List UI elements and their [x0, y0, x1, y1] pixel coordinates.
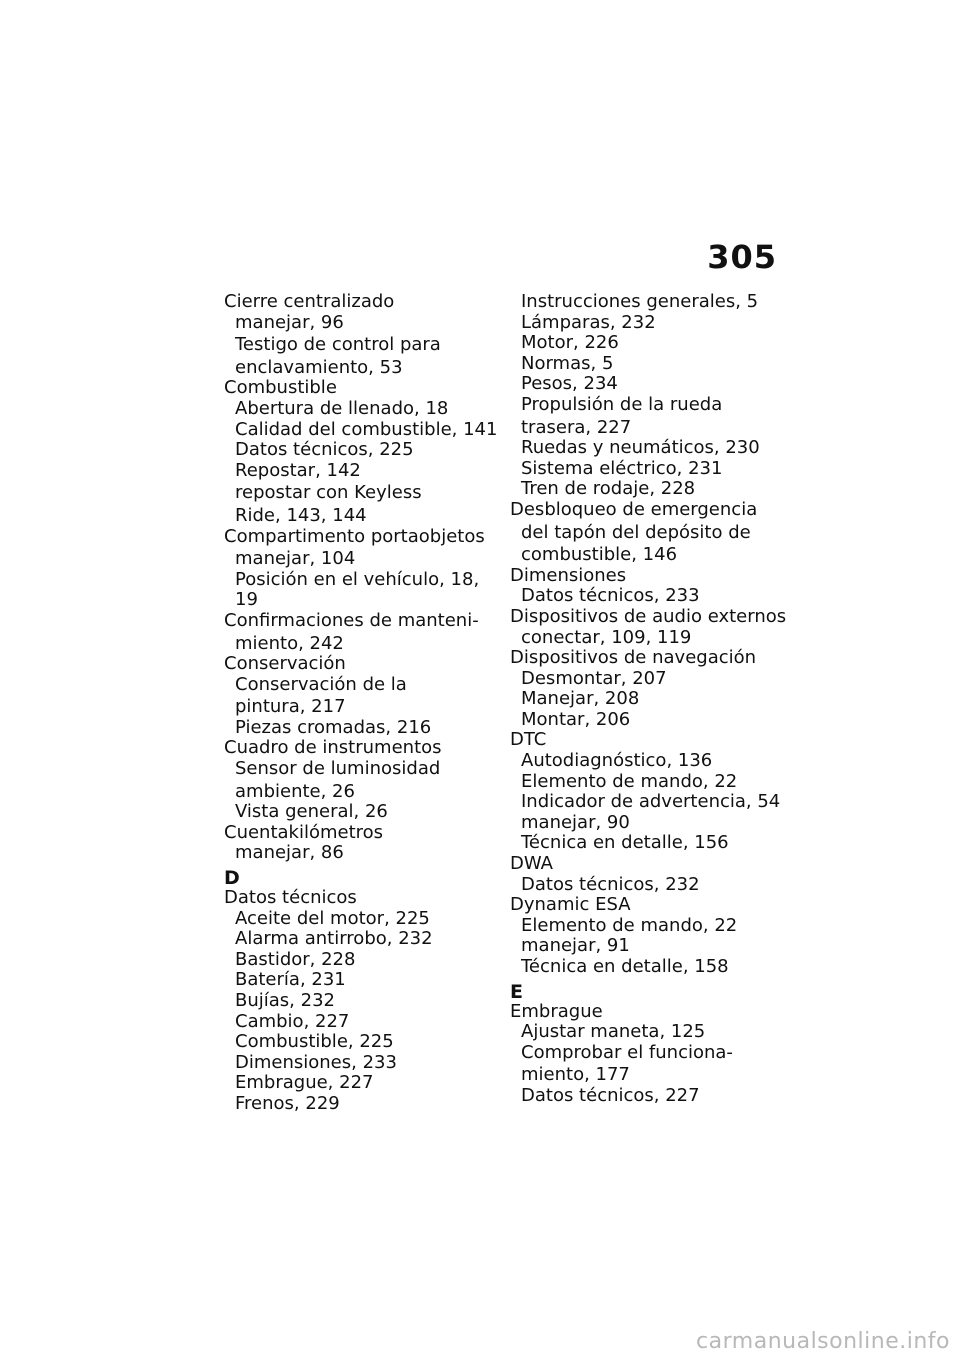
index-subentry: conectar, 109, 119: [521, 626, 692, 648]
index-entry: Cuentakilómetros: [224, 821, 384, 843]
index-subentry: miento, 242: [235, 632, 344, 654]
index-subentry: Técnica en detalle, 156: [521, 832, 729, 854]
index-section-letter: E: [510, 980, 523, 1003]
index-column-left: [224, 291, 498, 1115]
index-subentry: Conservación de la: [235, 673, 407, 695]
index-subentry: Pesos, 234: [521, 373, 618, 395]
index-subentry: Instrucciones generales, 5: [521, 291, 759, 312]
index-subentry: Testigo de control para: [235, 334, 441, 356]
index-subentry: Manejar, 208: [521, 688, 640, 710]
index-subentry: del tapón del depósito de: [521, 521, 751, 543]
watermark-text: carmanualsonline.info: [696, 1329, 950, 1354]
index-subentry: Batería, 231: [235, 969, 346, 991]
index-subentry: Elemento de mando, 22: [521, 914, 738, 936]
index-subentry: Embrague, 227: [235, 1072, 374, 1094]
index-subentry: Bujías, 232: [235, 990, 335, 1011]
index-entry: Conservación: [224, 653, 346, 675]
index-entry: Dispositivos de audio externos: [510, 605, 787, 627]
index-subentry: Cambio, 227: [235, 1010, 350, 1032]
index-subentry: Tren de rodaje, 228: [521, 478, 696, 500]
index-entry: Dynamic ESA: [510, 894, 631, 916]
index-subentry: manejar, 90: [521, 811, 630, 833]
index-subentry: Normas, 5: [521, 352, 614, 374]
index-subentry: Datos técnicos, 233: [521, 585, 700, 607]
index-subentry: manejar, 96: [235, 311, 344, 333]
index-subentry: Bastidor, 228: [235, 948, 356, 970]
index-subentry: combustible, 146: [521, 544, 678, 566]
index-subentry: Lámparas, 232: [521, 311, 656, 333]
index-entry: Confirmaciones de manteni-: [224, 609, 479, 631]
index-subentry: manejar, 86: [235, 842, 344, 864]
index-subentry: Posición en el vehículo, 18,: [235, 568, 480, 590]
index-subentry: Propulsión de la rueda: [521, 393, 723, 415]
index-entry: Combustible: [224, 377, 337, 399]
index-subentry: trasera, 227: [521, 416, 632, 438]
index-entry: Compartimento portaobjetos: [224, 525, 485, 547]
index-subentry: Comprobar el funciona-: [521, 1041, 733, 1063]
index-subentry: Elemento de mando, 22: [521, 770, 738, 792]
index-subentry: Repostar, 142: [235, 459, 361, 481]
index-subentry: Motor, 226: [521, 332, 619, 354]
index-subentry: Ajustar maneta, 125: [521, 1021, 706, 1043]
index-entry: DWA: [510, 853, 553, 875]
index-subentry: Calidad del combustible, 141: [235, 418, 498, 440]
index-subentry: Frenos, 229: [235, 1092, 340, 1114]
page-number: 305: [707, 238, 777, 276]
index-subentry: Datos técnicos, 232: [521, 873, 700, 895]
index-subentry: Vista general, 26: [235, 801, 388, 823]
index-entry: Datos técnicos: [224, 887, 357, 909]
index-subentry: 19: [235, 589, 258, 611]
index-subentry: Dimensiones, 233: [235, 1051, 397, 1073]
index-column-right: [510, 291, 787, 1107]
index-subentry: Ruedas y neumáticos, 230: [521, 437, 760, 459]
index-subentry: Combustible, 225: [235, 1031, 394, 1053]
index-entry: Cuadro de instrumentos: [224, 737, 442, 759]
index-subentry: Piezas cromadas, 216: [235, 716, 432, 738]
index-entry: Dimensiones: [510, 564, 627, 586]
index-subentry: miento, 177: [521, 1064, 630, 1086]
index-entry: Desbloqueo de emergencia: [510, 498, 758, 520]
index-subentry: manejar, 91: [521, 935, 630, 957]
index-section-letter: D: [224, 867, 240, 890]
index-subentry: Sistema eléctrico, 231: [521, 457, 723, 479]
index-subentry: manejar, 104: [235, 548, 356, 570]
index-subentry: Datos técnicos, 225: [235, 439, 414, 461]
index-subentry: Montar, 206: [521, 708, 631, 730]
index-subentry: Sensor de luminosidad: [235, 758, 441, 780]
index-entry: DTC: [510, 729, 547, 751]
index-subentry: Autodiagnóstico, 136: [521, 750, 713, 772]
index-subentry: Abertura de llenado, 18: [235, 397, 449, 419]
index-subentry: Técnica en detalle, 158: [521, 956, 729, 977]
index-entry: Embrague: [510, 1000, 603, 1022]
index-subentry: enclavamiento, 53: [235, 356, 403, 378]
index-subentry: Alarma antirrobo, 232: [235, 928, 433, 950]
index-subentry: Desmontar, 207: [521, 667, 667, 689]
index-subentry: pintura, 217: [235, 696, 346, 718]
index-entry: Dispositivos de navegación: [510, 647, 757, 669]
index-subentry: Aceite del motor, 225: [235, 907, 430, 929]
index-subentry: Ride, 143, 144: [235, 504, 367, 526]
index-subentry: Indicador de advertencia, 54: [521, 791, 781, 813]
index-entry: Cierre centralizado: [224, 291, 395, 312]
index-subentry: Datos técnicos, 227: [521, 1084, 700, 1106]
index-subentry: repostar con Keyless: [235, 482, 422, 504]
index-subentry: ambiente, 26: [235, 780, 355, 802]
